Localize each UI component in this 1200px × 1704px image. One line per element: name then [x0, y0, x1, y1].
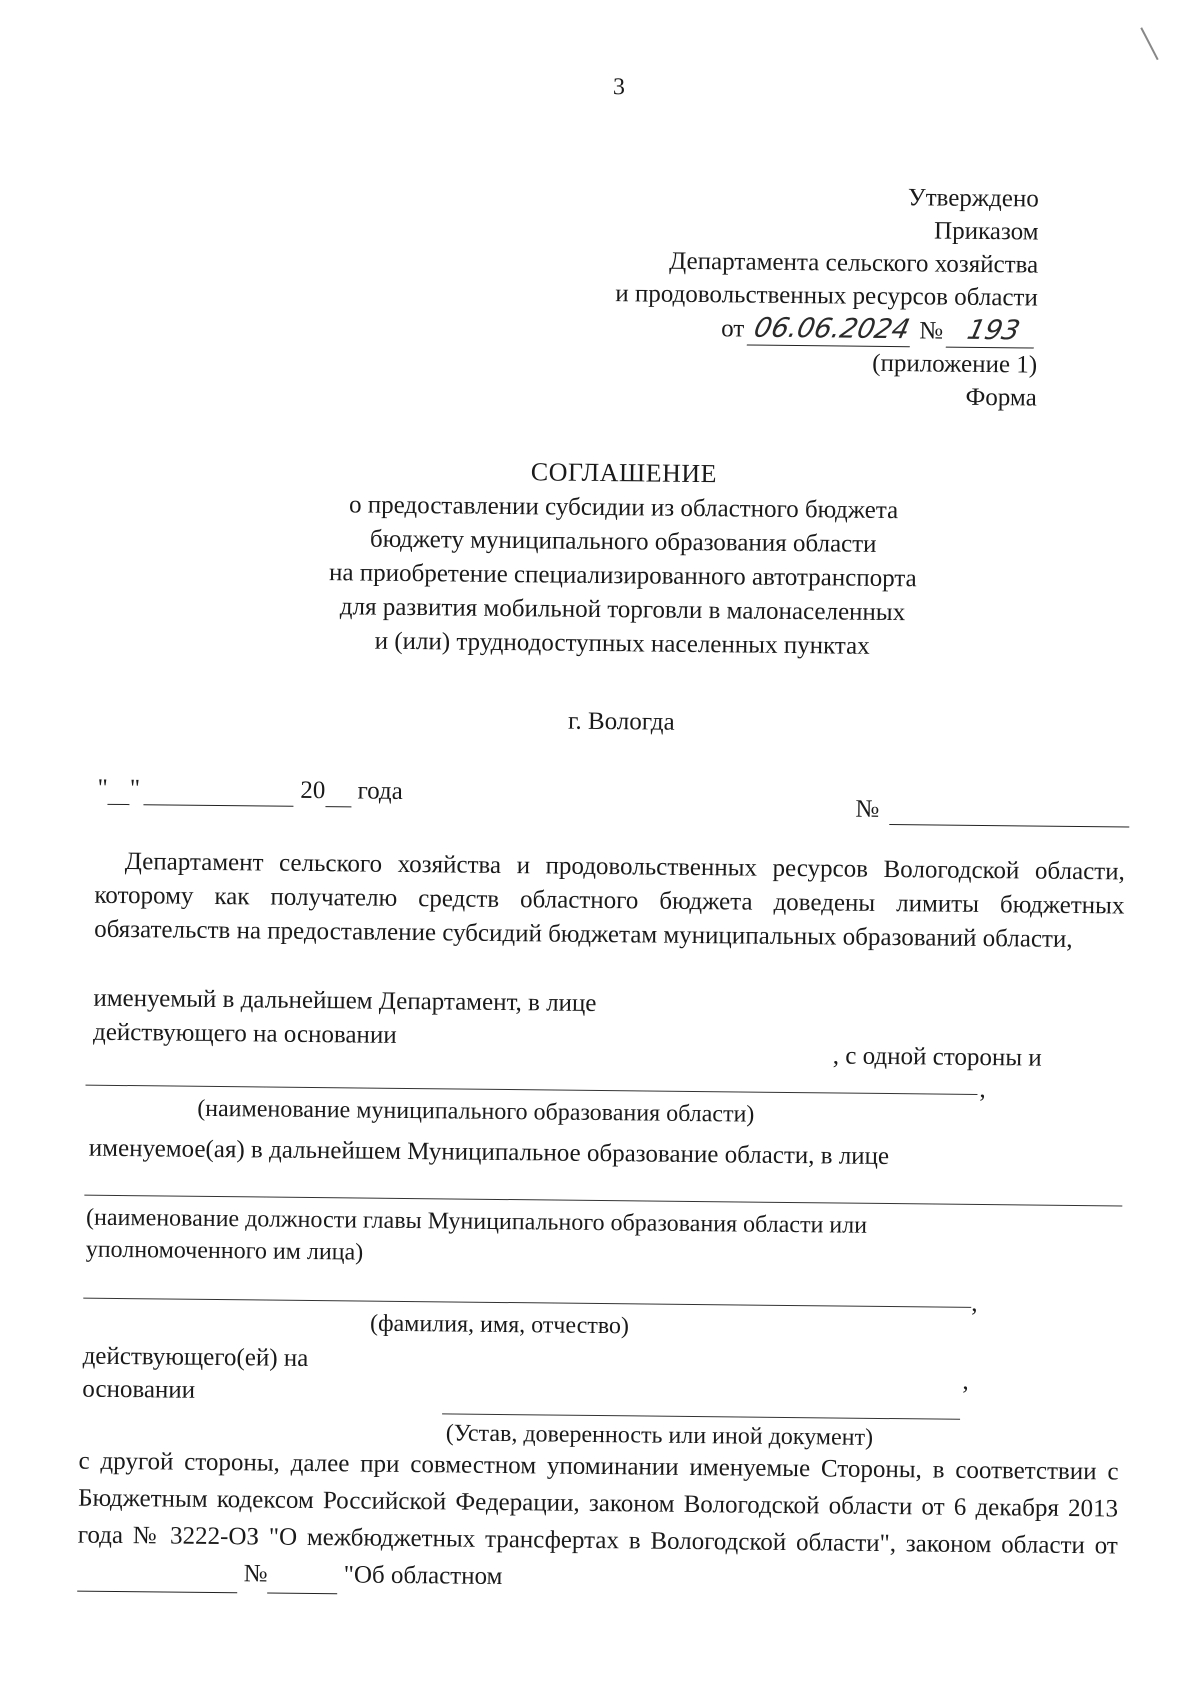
- municipality-comma: ,: [979, 1075, 986, 1104]
- one-side-label: , с одной стороны и: [832, 1042, 1042, 1072]
- year-suffix: года: [357, 777, 403, 805]
- approval-line-approved: Утверждено: [907, 184, 1039, 213]
- approval-form: Форма: [965, 383, 1037, 412]
- approval-number-handwritten: 193: [946, 314, 1042, 349]
- agreement-subtitle-line-3: на приобретение специализированного автотранспорта: [328, 559, 917, 593]
- law-number-label: №: [243, 1560, 268, 1588]
- agreement-number-label: №: [855, 795, 880, 823]
- approval-date-handwritten: 06.06.2024: [747, 312, 917, 348]
- scan-mark: [1140, 27, 1158, 60]
- city-label: г. Вологда: [567, 707, 675, 736]
- approval-line-department: Департамента сельского хозяйства: [669, 247, 1039, 279]
- agreement-date-line: [97, 773, 402, 808]
- fio-rule: [83, 1298, 971, 1308]
- acting-on-basis-label: действующего на основании: [92, 1018, 397, 1049]
- acting-on-line-1: действующего(ей) на: [82, 1342, 309, 1372]
- caption-fio: (фамилия, имя, отчество): [369, 1310, 630, 1340]
- date-close-quote: ": [129, 775, 141, 803]
- named-department-line: именуемый в дальнейшем Департамент, в лице: [93, 984, 597, 1017]
- approval-appendix: (приложение 1): [872, 349, 1038, 379]
- date-open-quote: ": [97, 774, 108, 802]
- agreement-title-block: [2, 449, 1200, 668]
- caption-position-line-2: уполномоченного им лица): [85, 1236, 364, 1266]
- year-prefix: 20: [300, 776, 326, 805]
- approval-number-label: №: [919, 317, 944, 345]
- approval-stamp-block: [614, 178, 1039, 414]
- approval-line-order: Приказом: [933, 217, 1039, 246]
- agreement-subtitle-line-1: о предоставлении субсидии из областного бюджета: [348, 491, 899, 525]
- other-side-paragraph: [77, 1443, 1119, 1603]
- agreement-subtitle-line-2: бюджету муниципального образования области: [369, 525, 877, 558]
- caption-position-line-1: (наименование должности главы Муниципального образования области или: [85, 1204, 868, 1239]
- acting-on-line-2: основании: [82, 1375, 196, 1404]
- agreement-subtitle-line-4: для развития мобильной торговли в малонаселенных: [339, 593, 906, 627]
- year-blank: [325, 775, 351, 808]
- law-title-start: "Об областном: [343, 1561, 503, 1591]
- caption-municipality: (наименование муниципального образования области): [197, 1095, 755, 1128]
- agreement-title: СОГЛАШЕНИЕ: [530, 457, 718, 489]
- law-date-blank: [77, 1554, 237, 1594]
- agreement-number-blank: [889, 793, 1129, 828]
- agreement-subtitle-line-5: и (или) труднодоступных населенных пунктах: [374, 627, 870, 660]
- department-paragraph: Департамент сельского хозяйства и продовольственных ресурсов Вологодской области, которому как получателю средств областного бюджета доведены лимиты бюджетных обязательств на предоставление субсидий бюджетам муниципальных образований области,: [94, 848, 1125, 953]
- month-blank: [144, 773, 294, 807]
- caption-document: (Устав, доверенность или иной документ): [445, 1420, 874, 1451]
- approval-line-resources: и продовольственных ресурсов области: [615, 280, 1038, 312]
- other-side-text: с другой стороны, далее при совместном упоминании именуемые Стороны, в соответствии с Бюджетным кодексом Российской Федерации, законом Вологодской области от 6 декабря 2013 года № 3222-ОЗ "О межбюджетных трансфертах в Вологодской области", законом области от: [77, 1447, 1119, 1560]
- page-number: 3: [612, 74, 626, 101]
- fio-comma: ,: [971, 1289, 978, 1317]
- approval-from-label: от: [721, 315, 745, 343]
- basis-comma: ,: [962, 1367, 969, 1395]
- agreement-number-line: [855, 793, 1129, 828]
- named-municipality-line: именуемое(ая) в дальнейшем Муниципальное образование области, в лице: [88, 1134, 890, 1171]
- law-number-blank: [267, 1556, 337, 1595]
- approval-date-number-line: [615, 310, 1038, 348]
- day-blank: [108, 773, 130, 805]
